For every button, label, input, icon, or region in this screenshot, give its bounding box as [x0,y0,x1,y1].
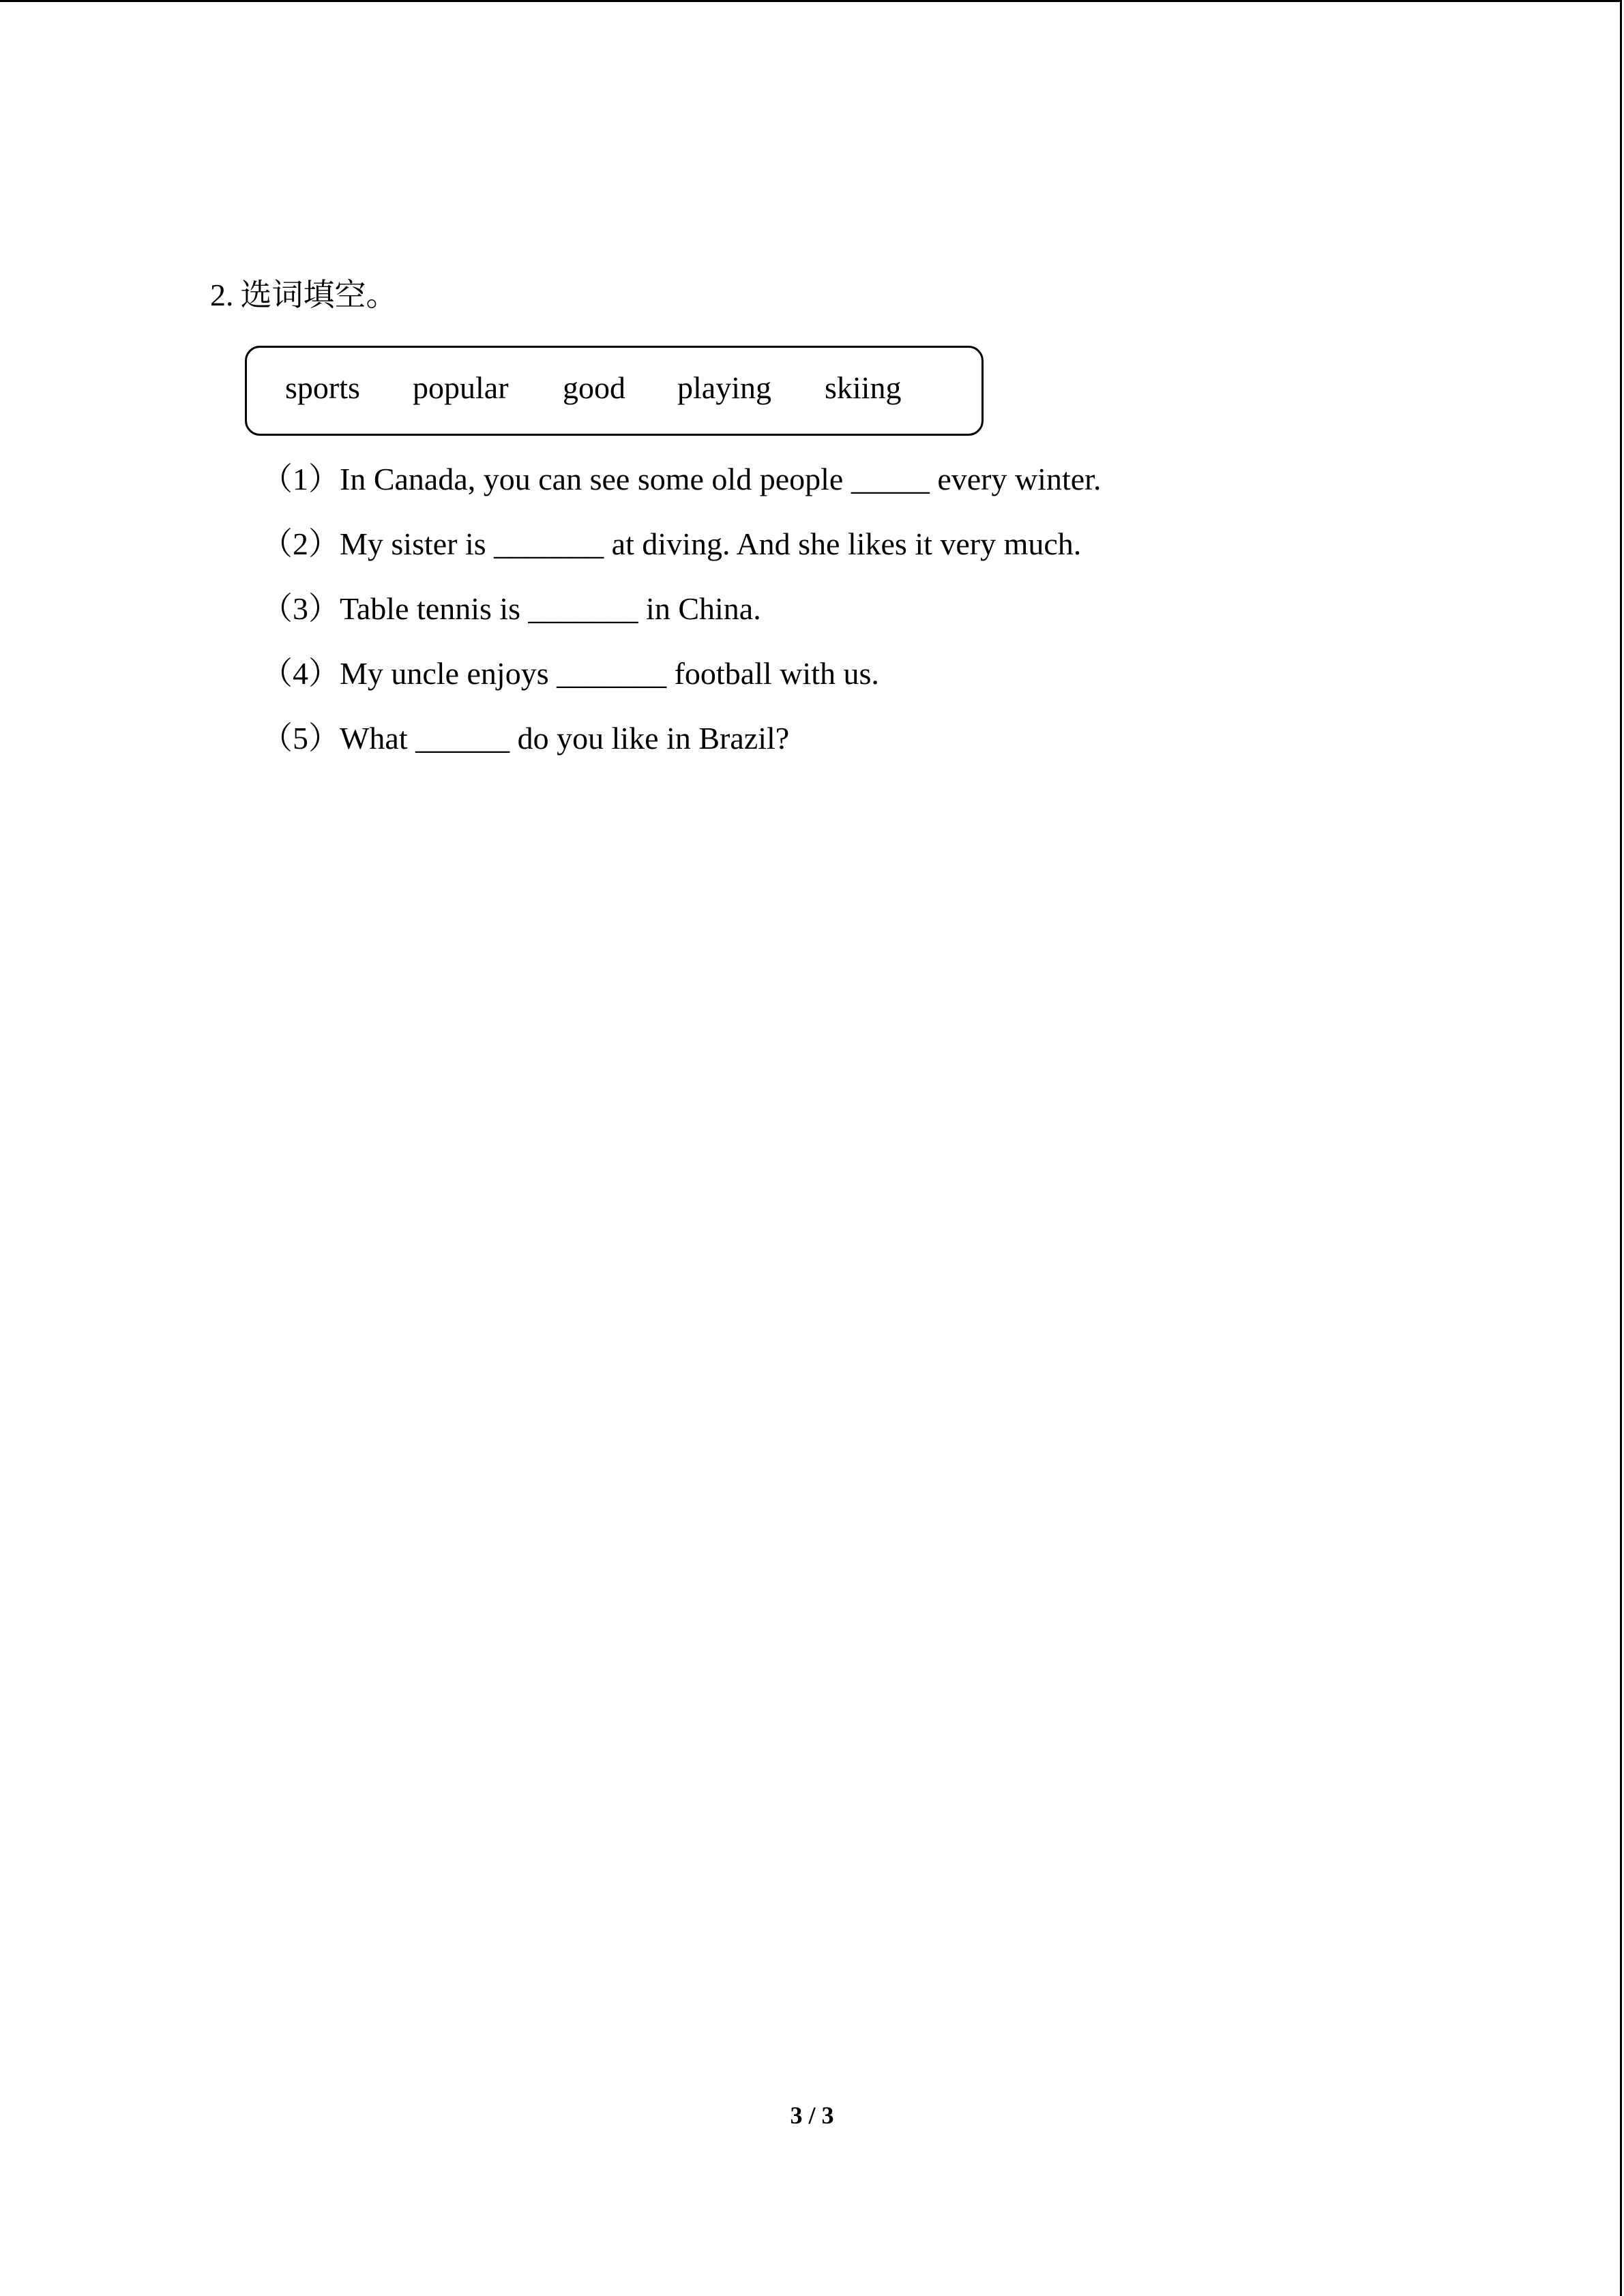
question-number: （4） [261,656,340,691]
question-number: （3） [261,591,340,626]
question-number: （2） [261,526,340,561]
question-item [261,715,789,762]
word-bank-item: popular [413,370,509,405]
question-text: Table tennis is _______ in China. [340,591,761,626]
word-bank-box [245,346,984,436]
question-text: My uncle enjoys _______ football with us. [340,656,879,691]
question-number: （5） [261,721,340,756]
word-bank-list [247,348,981,434]
word-bank-item: skiing [825,370,902,405]
question-number: （1） [261,462,340,496]
word-bank-item: playing [677,370,771,405]
question-item [261,456,1101,503]
question-item [261,520,1081,568]
section-number: 2. [210,278,234,312]
section-title: 选词填空。 [240,278,398,312]
section-heading [210,271,398,319]
question-item [261,650,879,698]
question-text: In Canada, you can see some old people _____ every winter. [340,462,1102,496]
word-bank-item: sports [285,370,360,405]
word-bank-item: good [563,370,625,405]
question-text: What ______ do you like in Brazil? [340,721,790,756]
page-number: 3 / 3 [790,2102,834,2129]
question-item [261,585,761,633]
question-text: My sister is _______ at diving. And she likes it very much. [340,526,1082,561]
